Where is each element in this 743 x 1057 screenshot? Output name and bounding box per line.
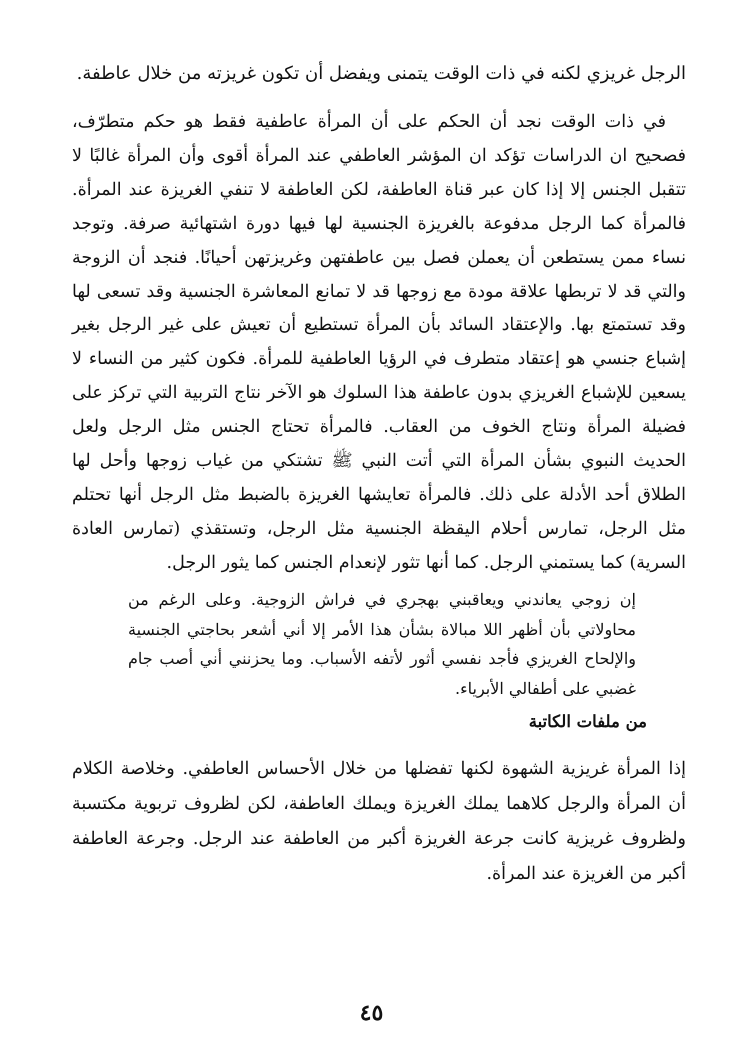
paragraph-lead: الرجل غريزي لكنه في ذات الوقت يتمنى ويفضل أن تكون غريزته من خلال عاطفة. bbox=[76, 63, 686, 84]
page-number: ٤٥ bbox=[359, 1000, 384, 1026]
paragraph-final: إذا المرأة غريزية الشهوة لكنها تفضلها من خلال الأحساس العاطفي. وخلاصة الكلام أن المرأة والرجل كلاهما يملك الغريزة ويملك العاطفة، لكن لظروف تربوية مكتسبة ولظروف غريزية كانت جرعة الغريزة أكبر من العاطفة عند الرجل. وجرعة العاطفة أكبر من الغريزة عند المرأة. bbox=[72, 759, 686, 884]
block-quote: إن زوجي يعاندني ويعاقبني بهجري في فراش الزوجية. وعلى الرغم من محاولاتي بأن أظهر اللا مبالاة بشأن هذا الأمر إلا أني أشعر بحاجتي الجنسية والإلحاح الغريزي فأجد نفسي أثور لأتفه الأسباب. وما يحزنني أني أصب جام غضبي على أطفالي الأبرياء. bbox=[128, 590, 637, 698]
quote-source: من ملفات الكاتبة bbox=[528, 712, 647, 731]
paragraph-main: في ذات الوقت نجد أن الحكم على أن المرأة عاطفية فقط هو حكم متطرّف، فصحيح ان الدراسات تؤكد ان المؤشر العاطفي عند المرأة أقوى وأن المرأة غالبًا لا تتقبل الجنس إلا إذا كان عبر قناة العاطفة، لكن العاطفة لا تنفي الغريزة عند المرأة. فالمرأة كما الرجل مدفوعة بالغريزة الجنسية لها فيها دورة اشتهائية صرفة. وتوجد نساء ممن يستطعن أن يعملن فصل بين عاطفتهن وغريزتهن أحيانًا. فنجد أن الزوجة والتي قد لا تربطها علاقة مودة مع زوجها قد لا تمانع المعاشرة الجنسية وقد تسعى لها وقد تستمتع بها. والإعتقاد السائد بأن المرأة تستطيع أن تعيش على غير الرجل بغير إشباع جنسي هو إعتقاد متطرف في الرؤيا العاطفية للمرأة. فكون كثير من النساء لا يسعين للإشباع الغريزي بدون عاطفة هذا السلوك هو الآخر نتاج التربية التي تركز على فضيلة المرأة ونتاج الخوف من العقاب. فالمرأة تحتاج الجنس مثل الرجل ولعل الحديث النبوي بشأن المرأة التي أتت النبي ﷺ تشتكي من غياب زوجها وأحل لها الطلاق أحد الأدلة على ذلك. فالمرأة تعايشها الغريزة بالضبط مثل الرجل أنها تحتلم مثل الرجل، تمارس أحلام اليقظة الجنسية مثل الرجل، وتستقذي (تمارس العادة السرية) كما يستمني الرجل. كما أنها تثور لإنعدام الجنس كما يثور الرجل. bbox=[72, 112, 686, 573]
